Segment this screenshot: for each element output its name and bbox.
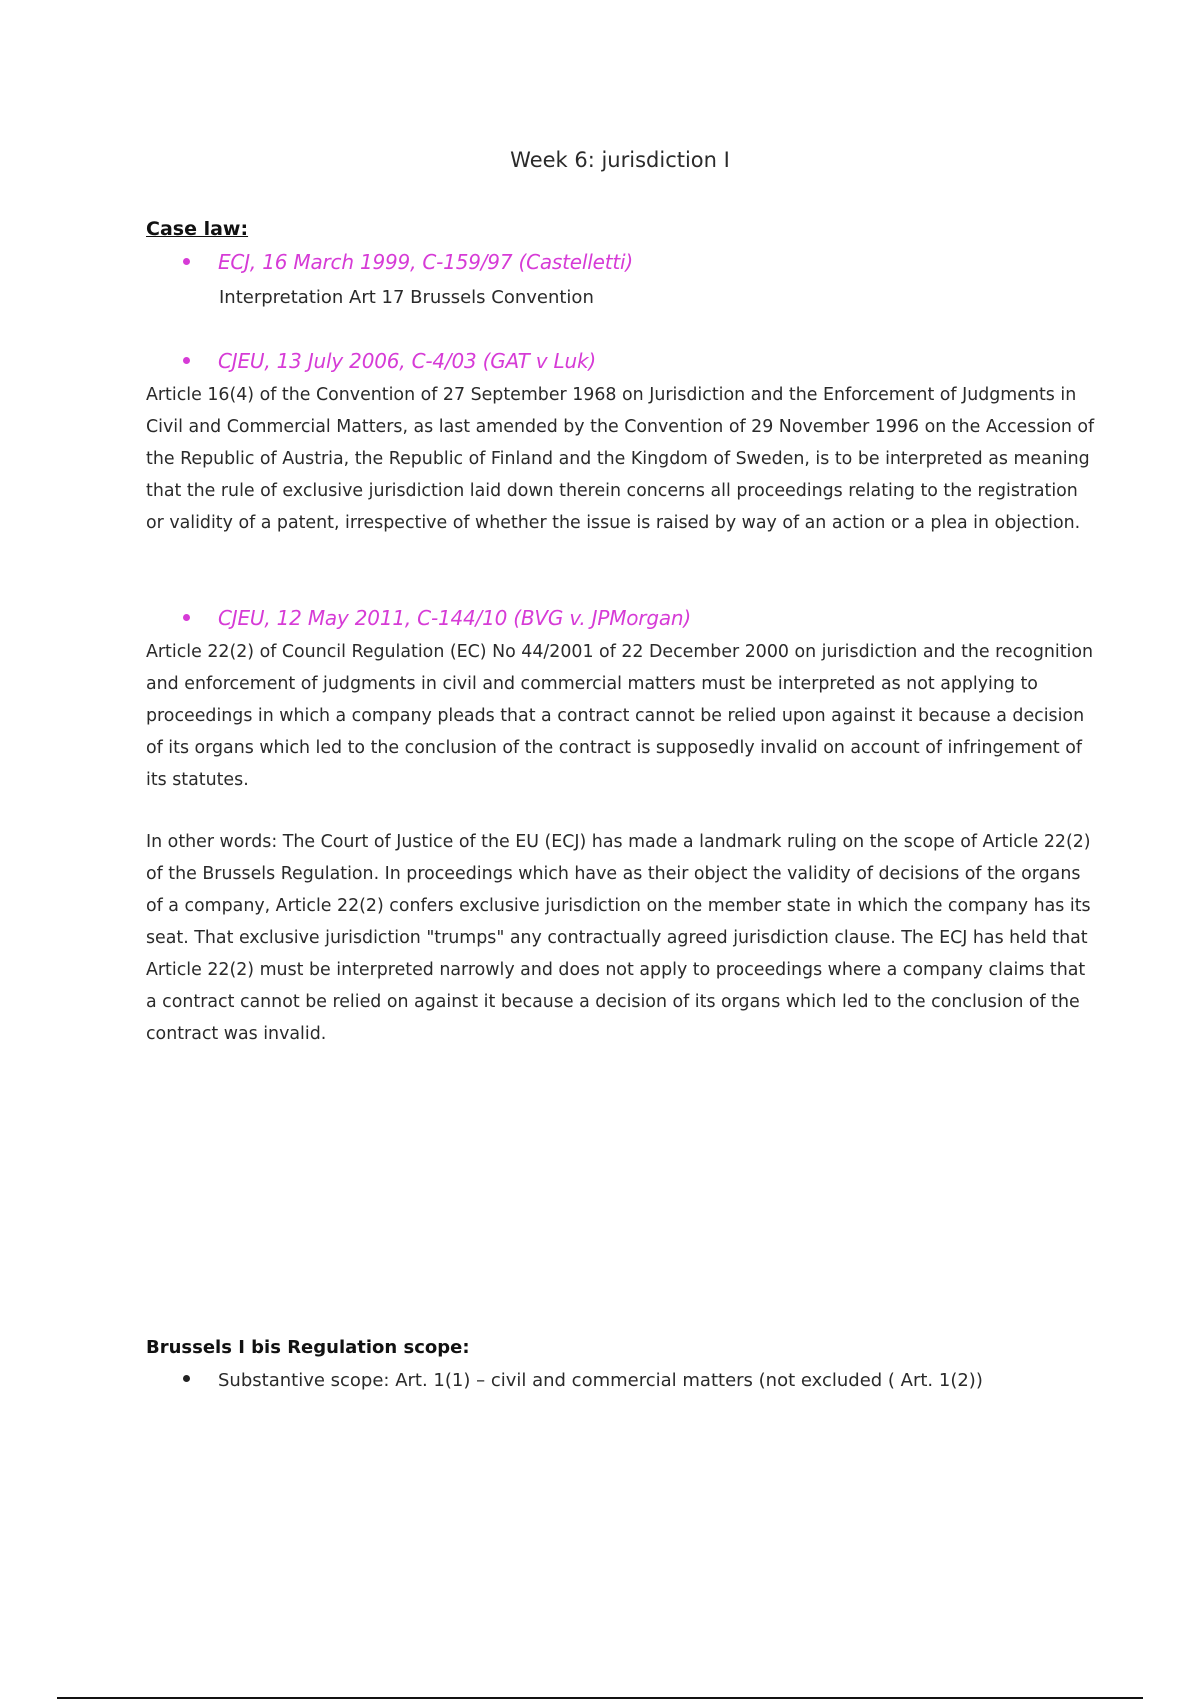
bullet-icon — [183, 1375, 190, 1382]
case-explanation: In other words: The Court of Justice of the EU (ECJ) has made a landmark ruling on the scope of Article 22(2) of the Brussels Regulation. In proceedings which have as their object the validity of decisions of the organs of a company, Article 22(2) confers exclusive jurisdiction on the member state in which the company has its seat. That exclusive jurisdiction "trumps" any contractually agreed jurisdiction clause. The ECJ has held that Article 22(2) must be interpreted narrowly and does not apply to proceedings where a company claims that a contract cannot be relied on against it because a decision of its organs which led to the conclusion of the contract was invalid. — [146, 832, 1091, 1044]
case-citation: ECJ, 16 March 1999, C-159/97 (Castelletti) — [218, 250, 633, 274]
scope-item — [183, 1370, 983, 1391]
case-item-gat-v-luk — [183, 349, 596, 373]
regulation-scope-heading: Brussels I bis Regulation scope: — [146, 1337, 470, 1358]
case-item-castelletti — [183, 250, 633, 274]
bullet-icon — [183, 258, 190, 265]
case-law-heading: Case law: — [146, 218, 249, 240]
case-item-bvg-v-jpmorgan — [183, 606, 691, 630]
page-bottom-rule — [57, 1697, 1143, 1699]
bullet-icon — [183, 357, 190, 364]
case-summary: Interpretation Art 17 Brussels Convention — [219, 287, 594, 308]
case-citation: CJEU, 13 July 2006, C-4/03 (GAT v Luk) — [218, 349, 596, 373]
scope-item-text: Substantive scope: Art. 1(1) – civil and commercial matters (not excluded ( Art. 1(2)) — [218, 1370, 983, 1391]
bullet-icon — [183, 614, 190, 621]
case-citation: CJEU, 12 May 2011, C-144/10 (BVG v. JPMorgan) — [218, 606, 691, 630]
case-summary: Article 22(2) of Council Regulation (EC) No 44/2001 of 22 December 2000 on jurisdiction and the recognition and enforcement of judgments in civil and commercial matters must be interpreted as not applying to proceedings in which a company pleads that a contract cannot be relied upon against it because a decision of its organs which led to the conclusion of the contract is supposedly invalid on account of infringement of its statutes. — [146, 642, 1094, 790]
page-title: Week 6: jurisdiction I — [510, 148, 730, 172]
case-summary: Article 16(4) of the Convention of 27 September 1968 on Jurisdiction and the Enforcement of Judgments in Civil and Commercial Matters, as last amended by the Convention of 29 November 1996 on the Accession of the Republic of Austria, the Republic of Finland and the Kingdom of Sweden, is to be interpreted as meaning that the rule of exclusive jurisdiction laid down therein concerns all proceedings relating to the registration or validity of a patent, irrespective of whether the issue is raised by way of an action or a plea in objection. — [146, 385, 1095, 533]
